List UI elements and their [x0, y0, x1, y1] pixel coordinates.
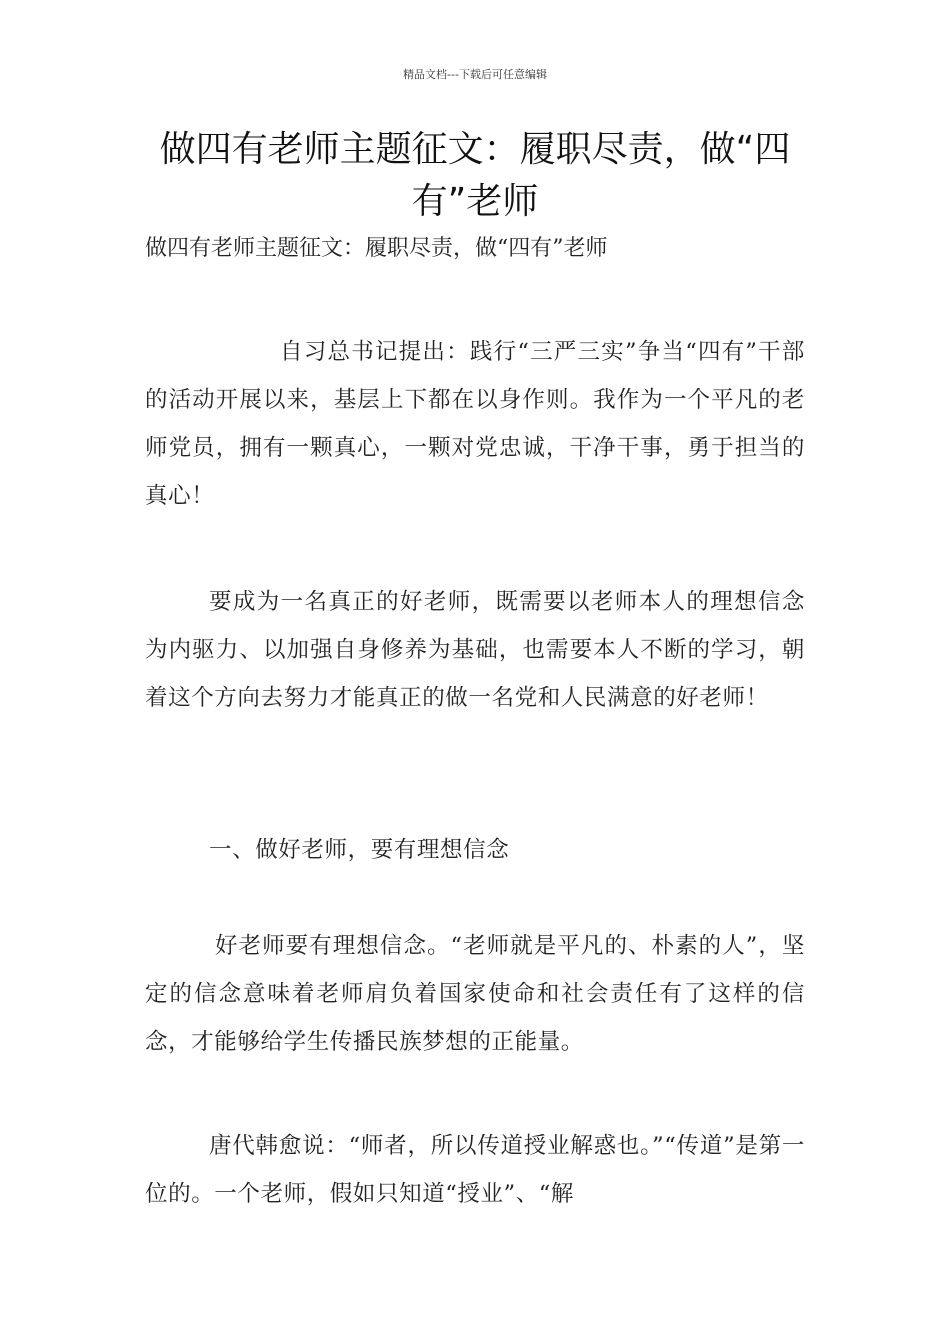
document-subtitle: 做四有老师主题征文：履职尽责，做“四有”老师 — [145, 236, 608, 261]
paragraph-good-teacher: 要成为一名真正的好老师，既需要以老师本人的理想信念为内驱力、以加强自身修养为基础，也需要本人不断的学习，朝着这个方向去努力才能真正的做一名党和人民满意的好老师！ — [145, 589, 805, 711]
paragraph-ideals: 好老师要有理想信念。“老师就是平凡的、朴素的人”，坚定的信念意味着老师肩负着国家使命和社会责任有了这样的信念，才能够给学生传播民族梦想的正能量。 — [145, 933, 805, 1055]
paragraph-intro: 自习总书记提出：践行“三严三实”争当“四有”干部的活动开展以来，基层上下都在以身作则。我作为一个平凡的老师党员，拥有一颗真心，一颗对党忠诚，干净干事，勇于担当的真心！ — [145, 339, 805, 509]
header-note: 精品文档---下载后可任意编辑 — [403, 68, 547, 81]
document-title: 做四有老师主题征文：履职尽责，做“四有”老师 — [159, 129, 791, 222]
paragraph-han-yu: 唐代韩愈说：“师者，所以传道授业解惑也。”“传道”是第一位的。一个老师，假如只知道“授业”、“解 — [145, 1133, 805, 1207]
section-heading-1: 一、做好老师，要有理想信念 — [209, 837, 510, 863]
